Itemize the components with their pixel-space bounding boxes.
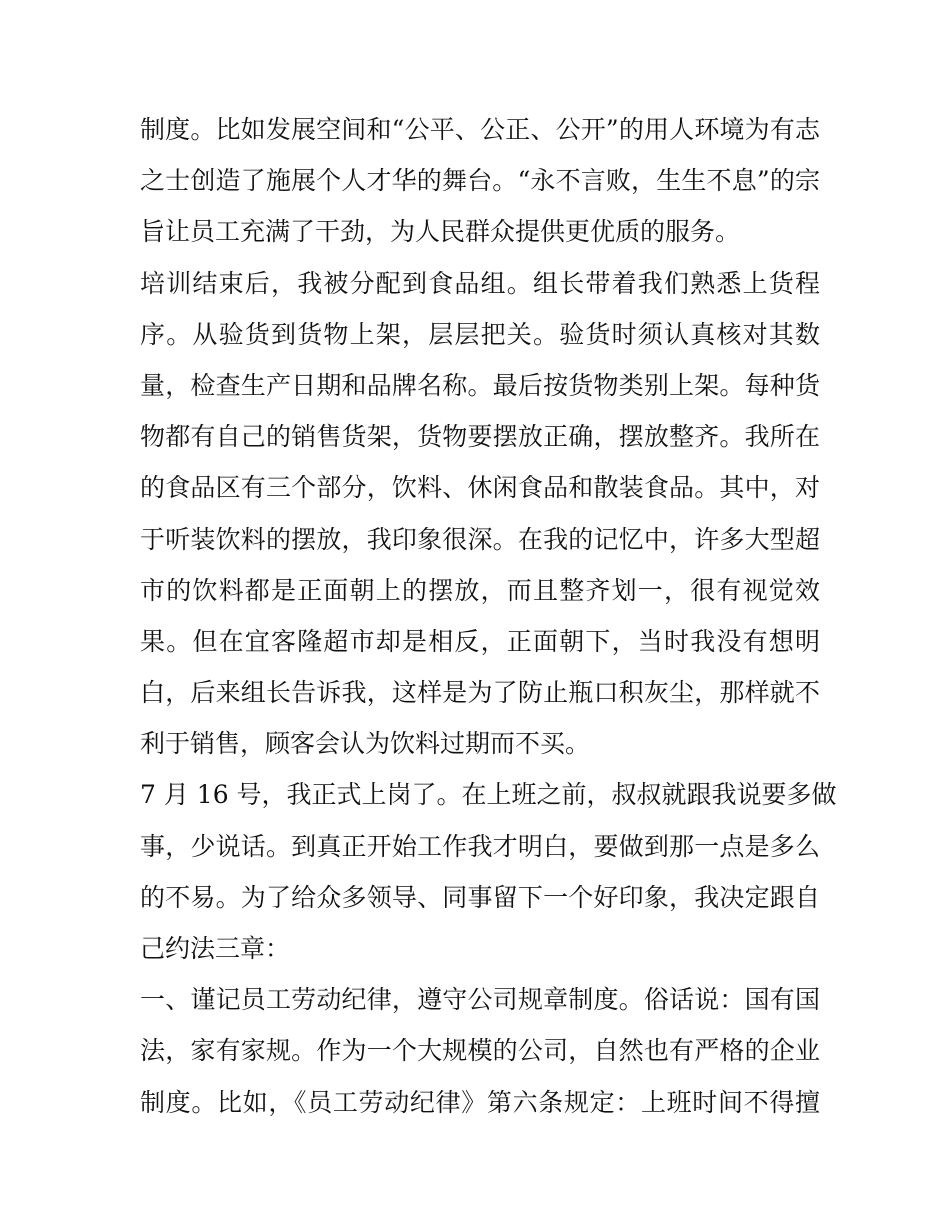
text-line-2: 之士创造了施展个人才华的舞台。“永不言败，生生不息”的宗 [140, 166, 820, 196]
text-line-19: 法，家有家规。作为一个大规模的公司，自然也有严格的企业 [140, 1036, 820, 1066]
text-line-8: 的食品区有三个部分，饮料、休闲食品和散装食品。其中，对 [140, 473, 820, 503]
text-line-5: 序。从验货到货物上架，层层把关。验货时须认真核对其数 [140, 319, 820, 349]
text-line-17: 己约法三章： [140, 934, 291, 963]
text-line-3: 旨让员工充满了干劲，为人民群众提供更优质的服务。 [140, 217, 741, 247]
document-body [140, 104, 837, 1128]
text-line-18: 一、谨记员工劳动纪律，遵守公司规章制度。俗话说：国有国 [140, 985, 820, 1015]
text-line-13: 利于销售，顾客会认为饮料过期而不买。 [140, 729, 591, 759]
text-line-11: 果。但在宜客隆超市却是相反，正面朝下，当时我没有想明 [140, 626, 820, 656]
text-line-12: 白，后来组长告诉我，这样是为了防止瓶口积灰尘，那样就不 [140, 678, 820, 708]
text-line-20: 制度。比如，《员工劳动纪律》第六条规定：上班时间不得擅 [140, 1087, 820, 1117]
text-line-10: 市的饮料都是正面朝上的摆放，而且整齐划一，很有视觉效 [140, 575, 820, 605]
text-line-15: 事，少说话。到真正开始工作我才明白，要做到那一点是多么 [140, 831, 820, 861]
text-line-4: 培训结束后，我被分配到食品组。组长带着我们熟悉上货程 [140, 268, 820, 298]
text-line-16: 的不易。为了给众多领导、同事留下一个好印象，我决定跟自 [140, 882, 820, 912]
text-line-1: 制度。比如发展空间和“公平、公正、公开”的用人环境为有志 [140, 115, 820, 144]
text-line-6: 量，检查生产日期和品牌名称。最后按货物类别上架。每种货 [140, 370, 820, 400]
text-line-7: 物都有自己的销售货架，货物要摆放正确，摆放整齐。我所在 [140, 422, 820, 452]
text-line-9: 于听装饮料的摆放，我印象很深。在我的记忆中，许多大型超 [140, 524, 820, 554]
text-line-14: 7 月 16 号，我正式上岗了。在上班之前，叔叔就跟我说要多做 [140, 780, 837, 810]
